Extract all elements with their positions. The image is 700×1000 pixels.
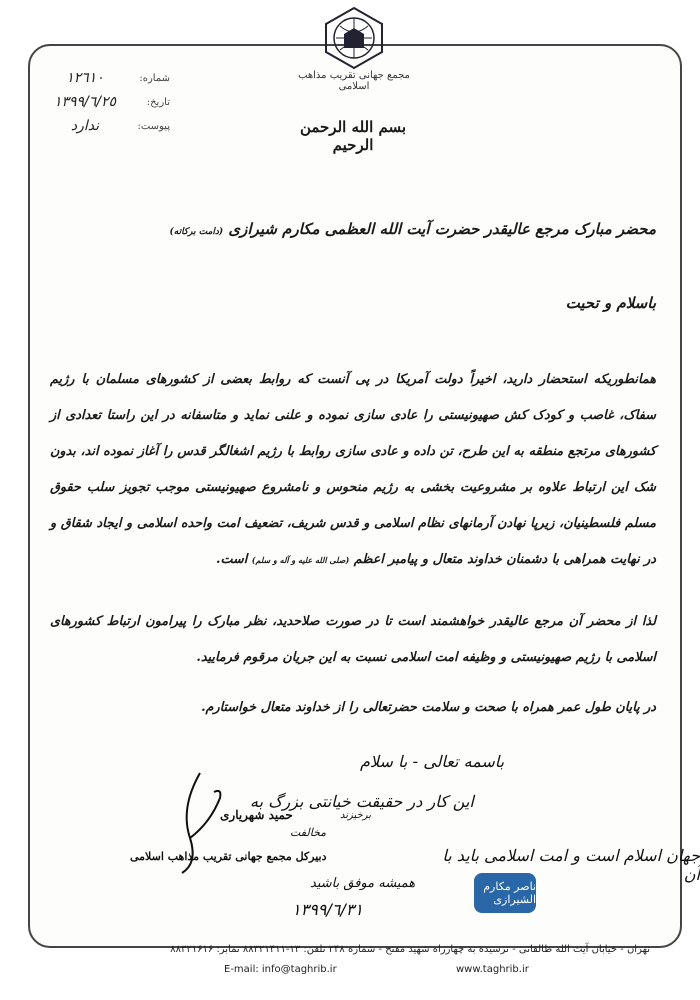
footer-address: تهران - خیابان آیت الله طالقانی - نرسیده به چهارراه شهید مفتح - شماره ۲۴۸ تلفن: ۱۳-۸۸۳۲۱۴۱۱ نمابر: ۸۸۳۲۱۶۱۶ [170,944,650,955]
signer-name: حمید شهریاری [220,808,293,822]
addressee-line [50,220,656,238]
reply-line-4: مخالفت [290,826,327,839]
number-label: شماره: [139,72,170,84]
closing-line: در پایان طول عمر همراه با صحت و سلامت حضرتعالی را از خداوند متعال خواستارم. [201,700,656,715]
date-value: ١٣٩٩/٦/٢٥ [53,94,117,110]
paragraph-1-text: همانطوریکه استحضار دارید، اخیراً دولت آمریکا در پی آنست که روابط بعضی از کشورهای مسلمان با رژیم سفاک، غاصب و کودک کش صهیونیستی را عادی سازی نموده و علنی نماید و متاسفانه در این راستا تعدادی از کشورهای مرتجع منطقه به این طرح، تن داده و عادی سازی روابط با رژیم اشغالگر قدس را آغاز نموده اند، بدون شک این ارتباط علاوه بر مشروعیت بخشی به رژیم منحوس و نامشروع صهیونیستی موجب تجویز سلب حقوق مسلم فلسطینیان، زیرپا نهادن آرمانهای نظام اسلامی و قدس شریف، تضعیف امت واحده اسلامی و ایجاد شقاق و در نهایت همراهی با دشمنان خداوند متعال و پیامبر اعظم [50,372,656,567]
attachment-value: ندارد [70,118,100,134]
meta-number-row [40,66,170,90]
footer-email: E-mail: info@taghrib.ir [224,964,337,975]
reply-stamp: ناصر مکارم الشیرازی [474,873,536,913]
letter-meta [40,66,170,138]
signature [170,768,230,878]
paragraph-1-end: است. [215,552,248,567]
reply-line-5: همیشه موفق باشید [310,876,416,891]
attachment-label: پیوست: [137,120,170,132]
reply-line-4b: برخیزند [340,810,372,821]
reply-line-3: جهان اسلام است و امت اسلامی باید با آن [442,846,700,884]
footer-website: www.taghrib.ir [456,964,529,975]
org-name: مجمع جهانی تقریب مذاهب اسلامی [298,70,410,92]
reply-line-2: این کار در حقیقت خیانتی بزرگ به [250,792,474,811]
meta-date-row [40,90,170,114]
bismillah: بسم الله الرحمن الرحیم [299,118,407,154]
signer-title: دبیرکل مجمع جهانی تقریب مذاهب اسلامی [130,850,327,863]
reply-date: ١٣٩٩/٦/٣١ [292,900,363,919]
meta-attachment-row [40,114,170,138]
taghrib-logo [322,6,386,70]
addressee: محضر مبارک مرجع عالیقدر حضرت آیت الله العظمی مکارم شیرازی [228,220,656,238]
paragraph-1 [50,362,656,578]
number-value: ١٢٦١٠ [66,70,104,86]
date-label: تاریخ: [146,96,170,108]
prophet-salutation: (صلی الله علیه و آله و سلم) [251,555,350,565]
addressee-suffix: (دامت برکاته) [169,227,224,237]
greeting: باسلام و تحیت [565,294,656,312]
reply-line-1: باسمه تعالی - با سلام [360,752,505,771]
paragraph-2: لذا از محضر آن مرجع عالیقدر خواهشمند است تا در صورت صلاحدید، نظر مبارک را پیرامون ارتباط کشورهای اسلامی با رژیم صهیونیستی و وظیفه امت اسلامی نسبت به این جریان مرقوم فرمایید. [50,614,656,665]
